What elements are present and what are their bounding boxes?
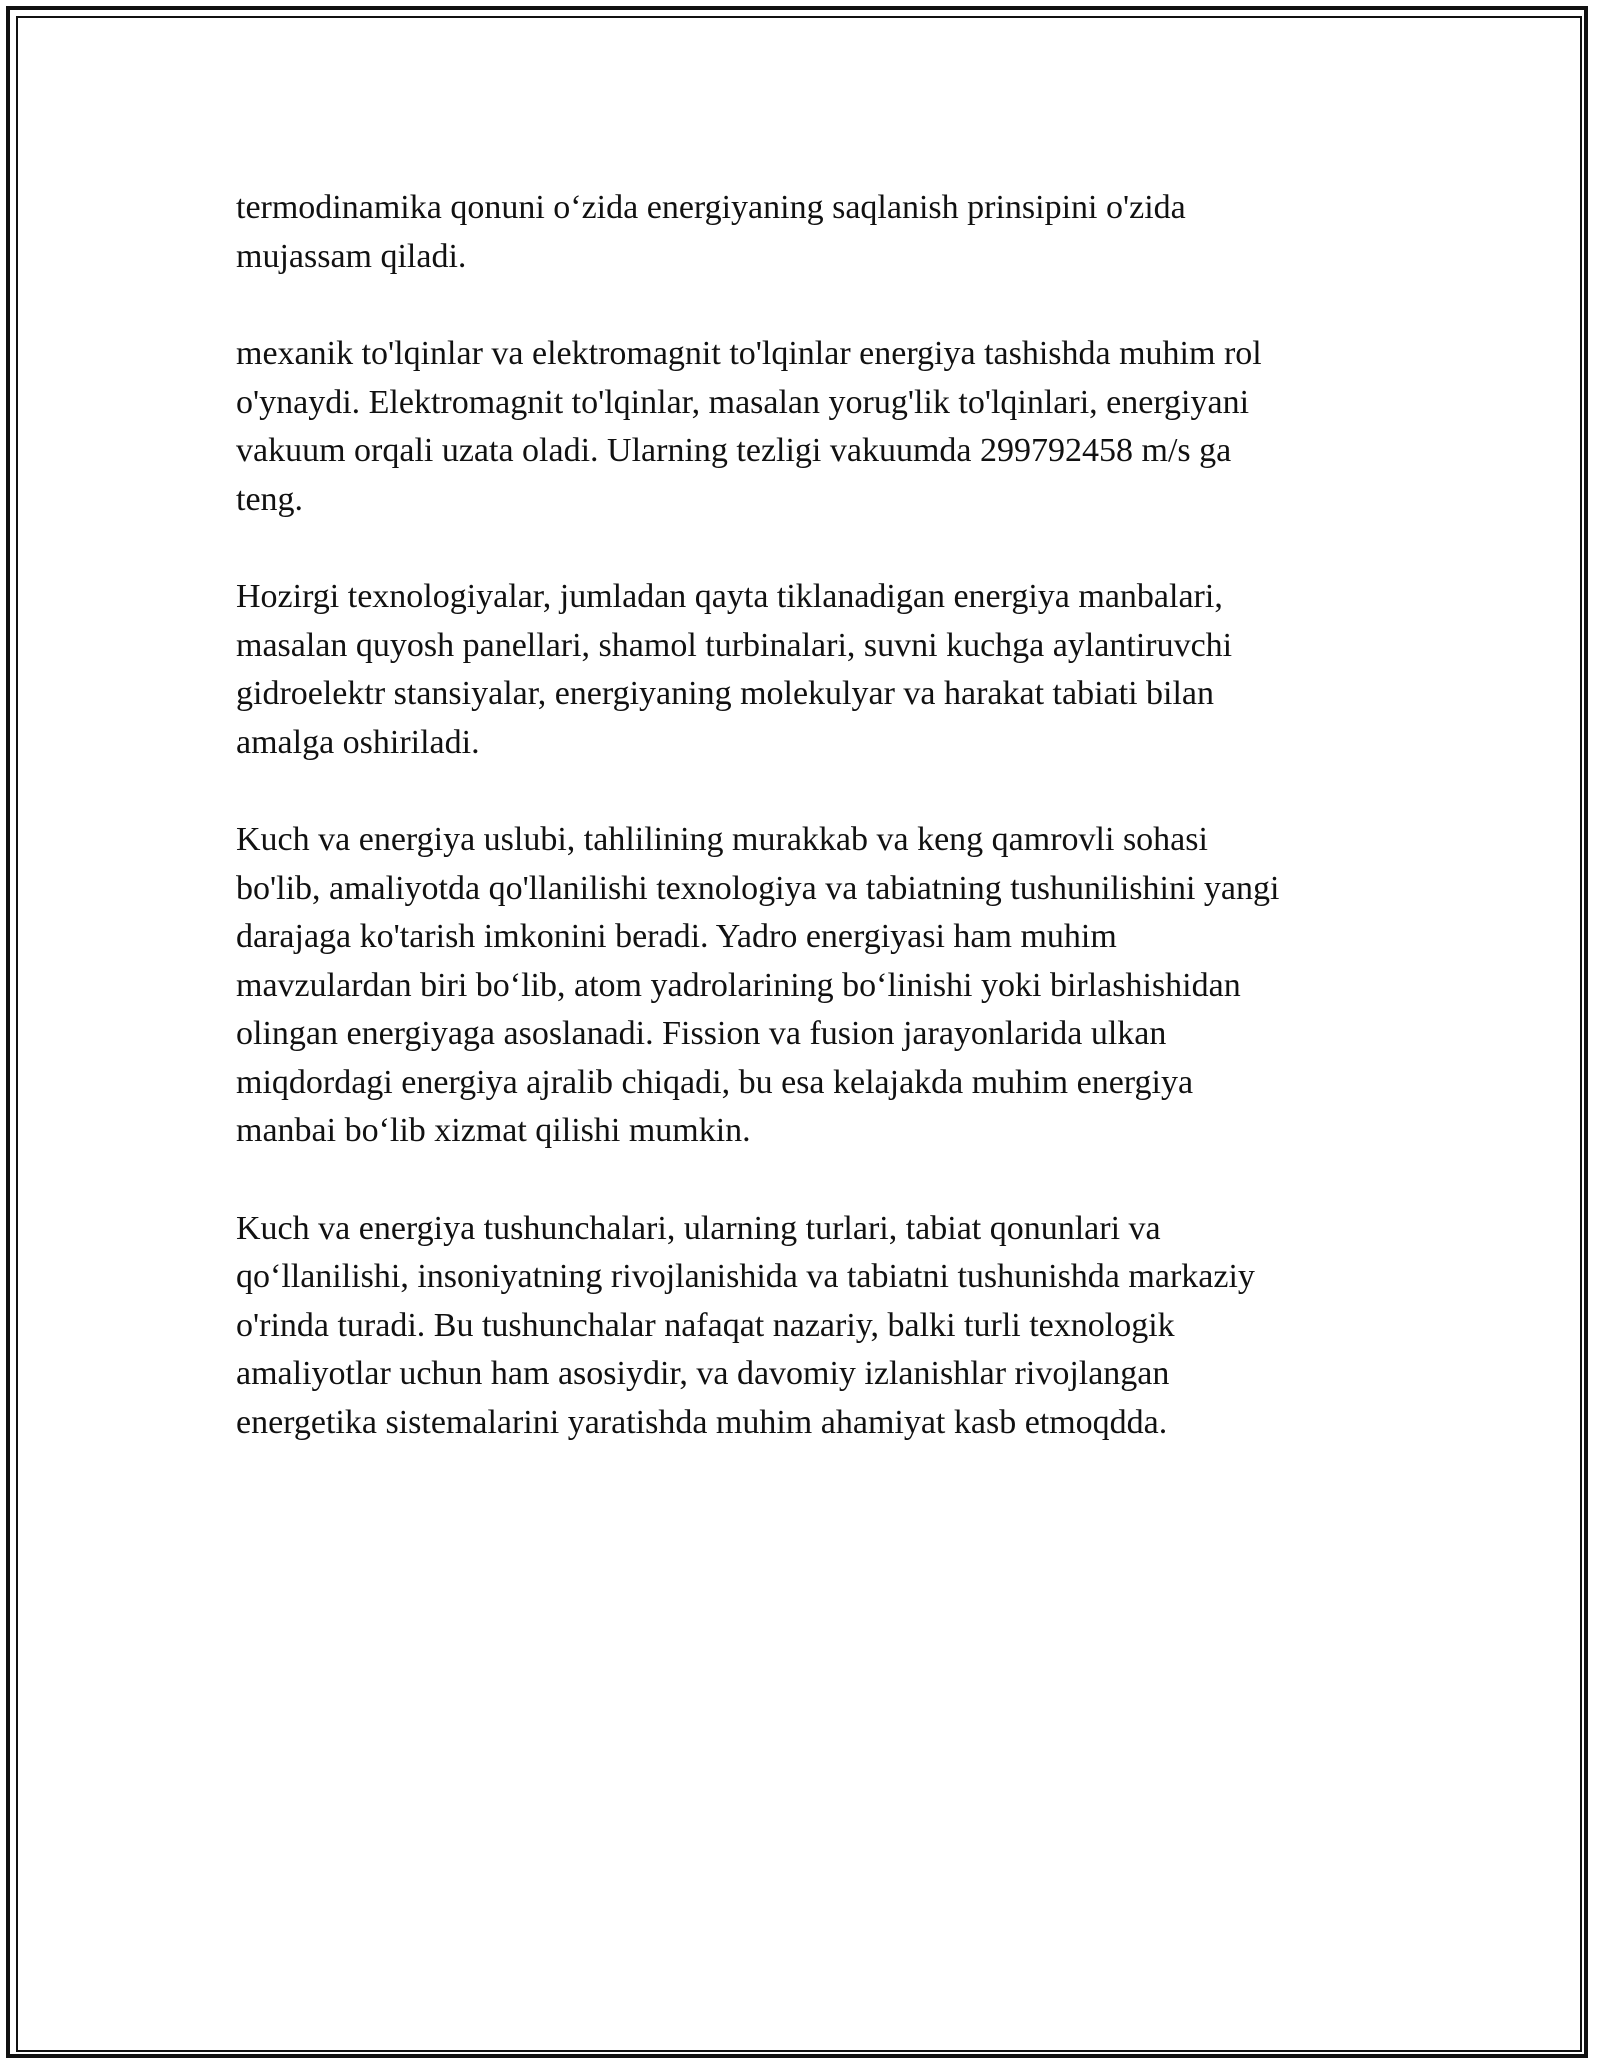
paragraph-conclusion: Kuch va energiya tushunchalari, ularning turlari, tabiat qonunlari va qo‘llanilishi, insoniyatning rivojlanishida va tabiatni tushunishda markaziy o'rinda turadi. Bu tushunchalar nafaqat nazariy, balki turli texnologik amaliyotlar uchun ham asosiydir, va davomiy izlanishlar rivojlangan energetika sistemalarini yaratishda muhim ahamiyat kasb etmoqdda.	[236, 1209, 1255, 1441]
document-body	[236, 184, 1366, 1496]
paragraph-thermodynamics: termodinamika qonuni o‘zida energiyaning saqlanish prinsipini o'zida mujassam qiladi.	[236, 189, 1186, 275]
paragraph-nuclear-energy: Kuch va energiya uslubi, tahlilining murakkab va keng qamrovli sohasi bo'lib, amaliyotda qo'llanilishi texnologiya va tabiatning tushunilishini yangi darajaga ko'tarish imkonini beradi. Yadro energiyasi ham muhim mavzulardan biri bo‘lib, atom yadrolarining bo‘linishi yoki birlashishidan olingan energiyaga asoslanadi. Fission va fusion jarayonlarida ulkan miqdordagi energiya ajralib chiqadi, bu esa kelajakda muhim energiya manbai bo‘lib xizmat qilishi mumkin.	[236, 821, 1280, 1149]
paragraph-technologies: Hozirgi texnologiyalar, jumladan qayta tiklanadigan energiya manbalari, masalan quyosh panellari, shamol turbinalari, suvni kuchga aylantiruvchi gidroelektr stansiyalar, energiyaning molekulyar va harakat tabiati bilan amalga oshiriladi.	[236, 578, 1233, 761]
paragraph-waves: mexanik to'lqinlar va elektromagnit to'lqinlar energiya tashishda muhim rol o'ynaydi. Elektromagnit to'lqinlar, masalan yorug'lik to'lqinlari, energiyani vakuum orqali uzata oladi. Ularning tezligi vakuumda 299792458 m/s ga teng.	[236, 335, 1262, 518]
